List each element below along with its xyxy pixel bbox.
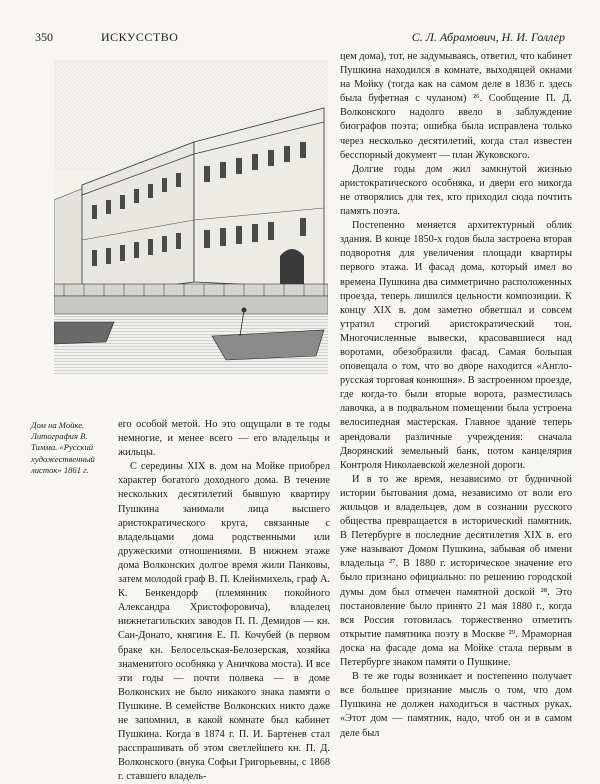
right-paragraph-4: И в то же время, независимо от будничной истории бытования дома, независимо от воли его жильцов и владельцев, дом в сознании русского общества превращается в исторический памятник. В Петербурге в последние десятилетия XIX в. его уже называют Домом Пушкина, забывая об имени владельца ²⁷. В 1880 г. историческое значение его было признано официально: по решению городской думы дом был отмечен памятной доской ²⁸. Это постановление было принято 21 мая 1880 г., когда вся Россия готовилась торжественно отметить открытие памятника поэту в Москве ²⁹. Мраморная доска на фасаде дома на Мойке стала первым в Петербурге знаком памяти о Пушкине. (340, 473, 572, 669)
right-paragraph-3: Постепенно меняется архитектурный облик здания. В конце 1850-х годов была застроена вторая подворотня для увеличения площади квартиры первого этажа. И фасад дома, который имел во времена Пушкина два симметрично расположенных проезда, теперь лишился цельности композиции. К концу XIX в. дом заметно обветшал и совсем утратил строгий аристократический тон. Многочисленные вывески, красовавшиеся над воротами, обезобразили фасад. Самая большая оповещала о том, что во дворе находится «Англо-русская торговая конюшня». В застроенном проезде, где когда-то были вторые ворота, разместилась лавочка, а в подвальном помещении была устроена велосипедная мастерская. Главное здание теперь арендовали различные учреждения: сначала Дворянский земельный банк, потом канцелярия Контроля Николаевской железной дороги. (340, 220, 572, 471)
right-text-column (340, 50, 572, 741)
lithograph-illustration (54, 60, 328, 374)
right-paragraph-1: цем дома), тот, не задумываясь, ответил, что кабинет Пушкина находился в комнате, выходящей окнами на Мойку (тогда как на самом деле в 1836 г. здесь была буфетная с чуланом) ²⁶. Сообщение П. Д. Волконского надолго ввело в заблуждение биографов поэта; ошибка была исправлена только через несколько десятилетий, когда стал известен бесспорный документ — план Жуковского. (340, 51, 572, 161)
authors: С. Л. Абрамович, Н. И. Голлер (411, 30, 565, 44)
figure-caption: Дом на Мойке. Литография В. Тимма. «Русский художественный листок» 1861 г. (31, 420, 95, 475)
running-header (35, 30, 565, 46)
left-paragraph-2: С середины XIX в. дом на Мойке приобрел характер богатого доходного дома. В течение нескольких десятилетий бывшую квартиру Пушкина занимали лица высшего аристократического круга, связанные с владельцами дома родственными или дружескими отношениями. В нижнем этаже дома Волконских долгое время жили Панковы, затем молодой граф В. П. Клейнмихель, граф А. К. Бенкендорф (племянник покойного Александра Христофоровича), владелец нижнетагильских заводов П. П. Демидов — кн. Сан-Донато, княгиня Е. П. Кочубей (в первом браке кн. Белосельская-Белозерская, хозяйка знаменитого особняка у Аничкова моста). И все эти годы — почти полвека — в доме Волконских не было никакого знака памяти о Пушкине. В семействе Волконских никто даже не запомнил, в какой комнате был кабинет Пушкина. Когда в 1874 г. П. И. Бартенев стал расспрашивать об этом светлейшего кн. П. Д. Волконского (внука Софьи Григорьевны, с 1868 г. ставшего владель- (118, 461, 330, 783)
page-number: 350 (35, 30, 53, 44)
right-paragraph-5: В те же годы возникает и постепенно получает все большее признание мысль о том, что дом Пушкина не должен находиться в частных руках. «Этот дом — памятник, надо, чтоб он и в самом деле был (340, 671, 572, 739)
left-paragraph-1: его особой метой. Но это ощущали в те годы немногие, и менее всего — его владельцы и жильцы. (118, 419, 330, 459)
right-paragraph-2: Долгие годы дом жил замкнутой жизнью аристократического особняка, и двери его никогда не отворялись для тех, кто приходил сюда почтить память поэта. (340, 163, 572, 218)
left-text-column (118, 418, 330, 784)
section-title: ИСКУССТВО (101, 30, 179, 44)
